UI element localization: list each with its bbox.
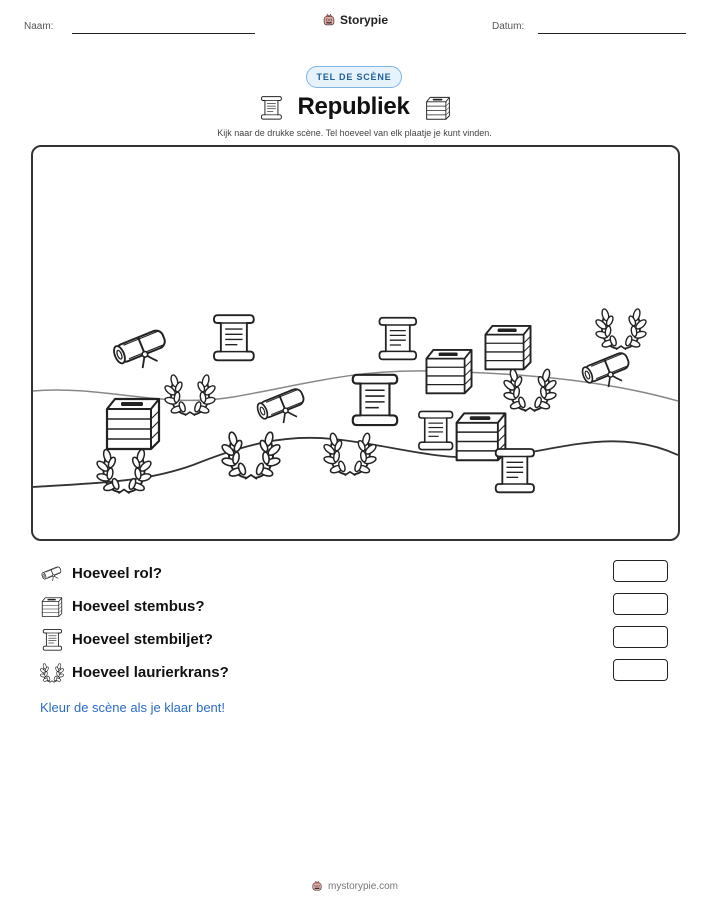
stembiljet-icon: [419, 411, 453, 449]
question-text: Hoeveel stembus?: [72, 597, 205, 615]
stembus-icon: [40, 594, 64, 618]
name-field-line[interactable]: [72, 33, 255, 34]
footer-url: mystorypie.com: [327, 880, 398, 892]
stembiljet-icon: [496, 449, 534, 492]
storypie-mascot-icon: [311, 880, 323, 892]
page-title: Republiek: [297, 93, 410, 120]
laurierkrans-icon: [322, 432, 377, 475]
color-instruction: Kleur de scène als je klaar bent!: [40, 700, 225, 715]
date-field-line[interactable]: [538, 33, 686, 34]
rol-icon: [112, 328, 172, 375]
question-text: Hoeveel stembiljet?: [72, 630, 213, 648]
stembus-icon: [426, 350, 471, 393]
stembiljet-icon: [353, 375, 397, 425]
question-laurierkrans: [40, 660, 229, 684]
stembus-icon: [424, 93, 452, 121]
scene-frame: [31, 145, 680, 541]
brand-logo: [322, 13, 388, 27]
brand-name: Storypie: [340, 13, 389, 27]
laurierkrans-icon: [163, 374, 216, 415]
stembiljet-icon: [379, 318, 416, 360]
stembiljet-icon: [214, 315, 254, 360]
instructions: Kijk naar de drukke scène. Tel hoeveel van elk plaatje je kunt vinden.: [217, 128, 492, 138]
laurierkrans-icon: [502, 368, 557, 411]
question-rol: [40, 561, 162, 585]
answer-box-stembiljet[interactable]: [613, 626, 668, 648]
stembiljet-icon: [258, 93, 284, 121]
answer-box-rol[interactable]: [613, 560, 668, 582]
answer-box-laurierkrans[interactable]: [613, 659, 668, 681]
rol-icon: [40, 561, 64, 585]
date-label: Datum:: [492, 21, 525, 32]
question-stembus: [40, 594, 205, 618]
question-text: Hoeveel rol?: [72, 564, 163, 582]
laurierkrans-icon: [40, 660, 64, 684]
question-text: Hoeveel laurierkrans?: [72, 663, 229, 681]
rol-icon: [256, 387, 310, 430]
laurierkrans-icon: [594, 308, 647, 349]
name-label: Naam:: [24, 21, 54, 32]
answer-box-stembus[interactable]: [613, 593, 668, 615]
laurierkrans-icon: [220, 431, 281, 479]
rol-icon: [581, 351, 635, 394]
stembus-icon: [107, 399, 159, 449]
storypie-mascot-icon: [322, 13, 336, 27]
stembus-icon: [485, 326, 530, 369]
question-stembiljet: [40, 627, 213, 651]
title-row: [0, 91, 709, 123]
footer: [0, 880, 709, 892]
activity-badge: TEL DE SCÈNE: [306, 66, 402, 88]
laurierkrans-icon: [95, 449, 152, 493]
scene-illustration: [33, 147, 678, 539]
stembiljet-icon: [40, 627, 64, 651]
